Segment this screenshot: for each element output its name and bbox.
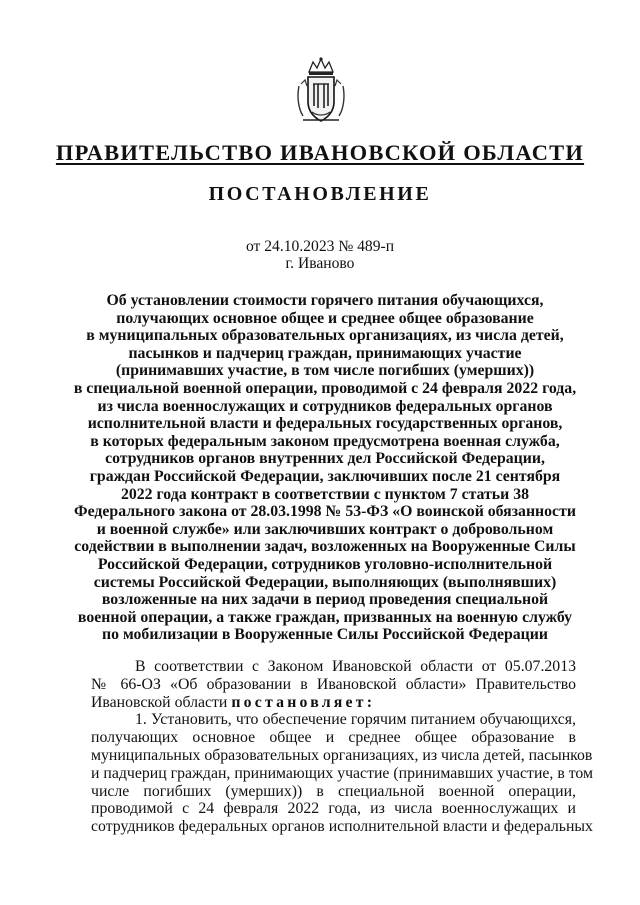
subject-line: (принимавших участие, в том числе погибших (умерших))	[115, 362, 535, 380]
body-line: 1. Установить, что обеспечение горячим питанием обучающихся,	[135, 711, 576, 729]
document-subject	[60, 292, 590, 644]
subject-line: системы Российской Федерации, выполняющих (выполнявших)	[93, 573, 557, 591]
body-line: сотрудников федеральных органов исполнительной власти и федеральных	[91, 818, 593, 836]
body-line: получающих основное общее и среднее общее образование в	[91, 729, 576, 747]
resolves-keyword: постановляет:	[231, 693, 376, 711]
document-meta	[0, 238, 640, 272]
subject-line: Об установлении стоимости горячего питания обучающихся,	[106, 292, 544, 309]
subject-line: содействии в выполнении задач, возложенных на Вооруженные Силы	[74, 538, 576, 556]
subject-line: пасынков и падчериц граждан, принимающих участие	[128, 344, 522, 362]
body-line: В соответствии с Законом Ивановской области от 05.07.2013	[135, 658, 576, 675]
subject-line: и военной службе» или заключивших контракт о добровольном	[96, 520, 554, 538]
body-line: числе погибших (умерших)) в специальной военной операции,	[91, 782, 576, 800]
subject-line: военной операции, а также граждан, призванных на военную службу	[77, 608, 573, 626]
subject-line: граждан Российской Федерации, заключивших после 21 сентября	[89, 467, 561, 485]
subject-line: сотрудников органов внутренних дел Российской Федерации,	[105, 450, 545, 468]
subject-line: в специальной военной операции, проводимой с 24 февраля 2022 года,	[73, 379, 577, 397]
body-line-prefix: Ивановской области	[91, 693, 232, 711]
subject-line: в муниципальных образовательных организациях, из числа детей,	[86, 327, 564, 345]
body-line: № 66-ОЗ «Об образовании в Ивановской области» Правительство	[91, 675, 576, 693]
subject-line: исполнительной власти и федеральных государственных органов,	[87, 415, 563, 433]
subject-line: из числа военнослужащих и сотрудников федеральных органов	[97, 397, 553, 415]
body-line: проводимой с 24 февраля 2022 года, из числа военнослужащих и	[91, 800, 576, 818]
subject-line: Федерального закона от 28.03.1998 № 53-ФЗ «О воинской обязанности	[74, 503, 576, 521]
body-line: муниципальных образовательных организациях, из числа детей, пасынков	[91, 746, 593, 764]
date-number: от 24.10.2023 № 489-п	[245, 238, 395, 255]
body-line	[91, 694, 576, 712]
subject-line: по мобилизации в Вооруженные Силы Российской Федерации	[102, 626, 548, 644]
government-title: ПРАВИТЕЛЬСТВО ИВАНОВСКОЙ ОБЛАСТИ	[55, 140, 585, 165]
coat-of-arms-icon	[295, 56, 347, 126]
subject-line: 2022 года контракт в соответствии с пунктом 7 статьи 38	[120, 485, 530, 503]
city: г. Иваново	[285, 255, 355, 272]
subject-line: получающих основное общее и среднее общее образование	[116, 309, 534, 327]
document-body	[91, 658, 594, 836]
subject-line: Российской Федерации, сотрудников уголовно-исполнительной	[97, 555, 553, 573]
subject-line: в которых федеральным законом предусмотрена военная служба,	[90, 432, 560, 450]
body-line: и падчериц граждан, принимающих участие (принимавших участие, в том	[91, 764, 594, 782]
subject-line: возложенные на них задачи в период проведения специальной	[101, 591, 549, 609]
document-type: ПОСТАНОВЛЕНИЕ	[208, 183, 432, 205]
